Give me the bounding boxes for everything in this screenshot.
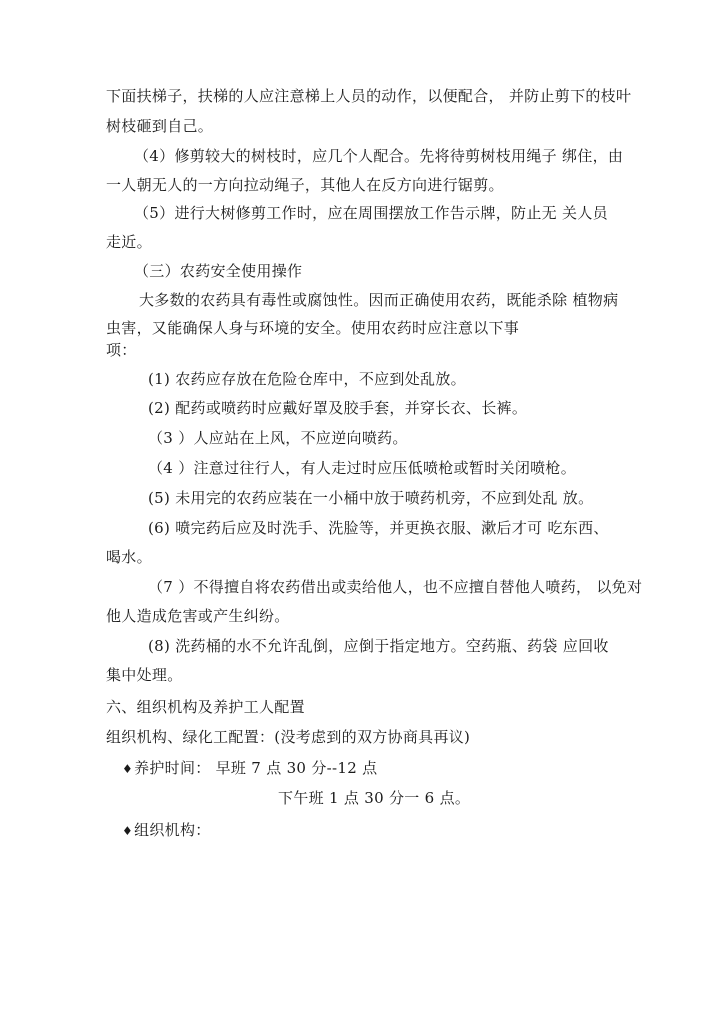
text-line-18: （7 ）不得擅自将农药借出或卖给他人，也不应擅自替他人喷药， 以免对 <box>148 578 643 596</box>
text-line-17: 喝水。 <box>106 548 152 566</box>
organization-item <box>122 820 211 841</box>
text-line-20: (8) 洗药桶的水不允许乱倒，应倒于指定地方。空药瓶、药袋 应回收 <box>148 637 609 655</box>
text-line-19: 他人造成危害或产生纠纷。 <box>106 607 290 625</box>
text-line-6: 走近。 <box>106 233 152 251</box>
text-line-3: （4）修剪较大的树枝时，应几个人配合。先将待剪树枝用绳子 绑住，由 <box>134 147 624 165</box>
text-line-8: 大多数的农药具有毒性或腐蚀性。因而正确使用农药，既能杀除 植物病 <box>139 291 619 309</box>
diamond-bullet-icon: ♦ <box>122 762 134 776</box>
text-line-15: (5) 未用完的农药应装在一小桶中放于喷药机旁，不应到处乱 放。 <box>148 489 594 507</box>
text-line-2: 树枝砸到自己。 <box>106 117 214 135</box>
text-line-14: （4 ）注意过往行人，有人走过时应压低喷枪或暂时关闭喷枪。 <box>148 459 577 477</box>
text-line-4: 一人朝无人的一方向拉动绳子，其他人在反方向进行锯剪。 <box>106 176 504 194</box>
text-line-12: (2) 配药或喷药时应戴好罩及胶手套，并穿长衣、长裤。 <box>148 399 528 417</box>
schedule-morning-text: 养护时间： 早班 7 点 30 分--12 点 <box>134 759 378 777</box>
text-line-11: (1) 农药应存放在危险仓库中，不应到处乱放。 <box>148 370 466 388</box>
text-line-21: 集中处理。 <box>106 666 183 684</box>
text-line-1: 下面扶梯子，扶梯的人应注意梯上人员的动作，以便配合， 并防止剪下的枝叶 <box>106 87 632 105</box>
schedule-afternoon-text: 下午班 1 点 30 分一 6 点。 <box>278 789 471 807</box>
text-line-10: 项： <box>106 341 137 359</box>
section-heading-organization: 六、组织机构及养护工人配置 <box>106 698 305 716</box>
schedule-morning-item <box>122 758 377 779</box>
text-line-13: （3 ）人应站在上风，不应逆向喷药。 <box>148 429 408 447</box>
text-line-9: 虫害，又能确保人身与环境的安全。使用农药时应注意以下事 <box>106 319 520 337</box>
text-line-23: 组织机构、绿化工配置：(没考虑到的双方协商具再议) <box>106 728 471 746</box>
diamond-bullet-icon: ♦ <box>122 824 134 838</box>
text-line-5: （5）进行大树修剪工作时，应在周围摆放工作告示牌，防止无 关人员 <box>134 204 608 222</box>
section-heading-pesticide: （三）农药安全使用操作 <box>134 262 303 280</box>
text-line-16: (6) 喷完药后应及时洗手、洗脸等，并更换衣服、漱后才可 吃东西、 <box>148 519 609 537</box>
organization-label: 组织机构： <box>134 821 211 839</box>
